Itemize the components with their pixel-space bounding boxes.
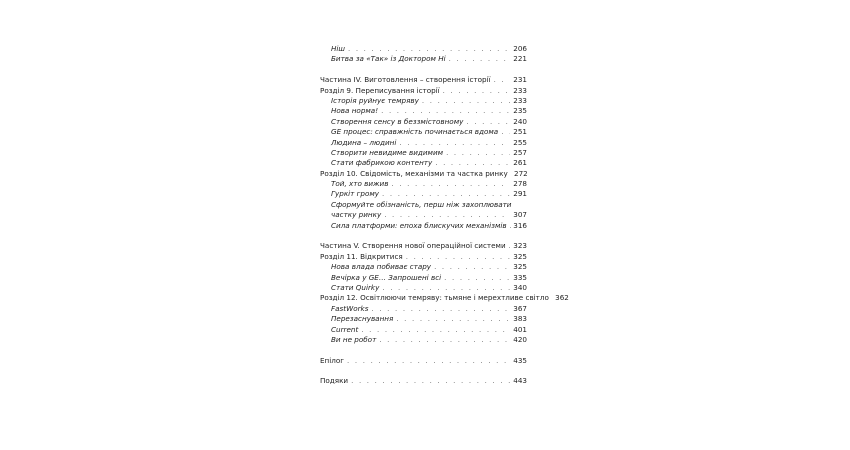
dot-leader <box>348 44 510 54</box>
dot-leader <box>443 86 510 96</box>
toc-entry <box>320 356 527 366</box>
toc-entry <box>320 75 527 85</box>
dot-leader <box>509 241 510 251</box>
dot-leader <box>379 335 510 345</box>
toc-page-number: 420 <box>513 334 527 344</box>
toc-entry <box>320 96 527 106</box>
dot-leader <box>434 262 510 272</box>
toc-entry <box>320 304 527 314</box>
dot-leader <box>382 189 510 199</box>
toc-entry-title: Вечірка у GE… Запрошені всі <box>331 272 442 282</box>
toc-entry <box>320 106 527 116</box>
toc-page-number: 272 <box>514 168 528 178</box>
toc-entry <box>320 335 527 345</box>
dot-leader <box>351 376 510 386</box>
toc-entry <box>320 241 527 251</box>
toc-page-number: 278 <box>513 179 527 189</box>
toc-page-number: 367 <box>513 303 527 313</box>
toc-entry <box>320 377 527 387</box>
toc-entry-title: Створення сенсу в беззмістовному <box>331 116 464 126</box>
toc-entry-title: Гуркіт грому <box>331 189 380 199</box>
toc-entry <box>320 54 527 64</box>
toc-page-number: 240 <box>513 116 527 126</box>
toc-entry <box>320 200 527 210</box>
toc-entry-title: FastWorks <box>331 303 369 313</box>
toc-entry-title: Людина – людині <box>331 137 397 147</box>
toc-entry-title: Сила платформи: епоха блискучих механізмів <box>331 220 507 230</box>
toc-entry-title: Стати Quirky <box>331 282 380 292</box>
toc-page-number: 233 <box>513 95 527 105</box>
toc-page-number: 221 <box>513 54 527 64</box>
dot-leader <box>466 117 510 127</box>
toc-entry-title: Епілог <box>320 355 345 365</box>
toc-entry <box>320 252 527 262</box>
toc-entry-title: Створити невидиме видимим <box>331 147 444 157</box>
toc-entry <box>320 169 527 179</box>
toc-page-number: 362 <box>555 293 569 303</box>
toc-page-number: 316 <box>513 220 527 230</box>
dot-leader <box>384 210 510 220</box>
dot-leader <box>501 127 510 137</box>
toc-entry <box>320 127 527 137</box>
toc-entry <box>320 138 527 148</box>
toc-page-number: 307 <box>513 210 527 220</box>
toc-entry-title: Перезаснування <box>331 314 394 324</box>
toc-page-number: 206 <box>513 43 527 53</box>
toc-entry-title: Нова норма! <box>331 106 379 116</box>
toc-entry-title: Битва за «Так» із Доктором Ні <box>331 54 446 64</box>
dot-leader <box>371 304 510 314</box>
dot-leader <box>391 179 510 189</box>
toc-entry <box>320 210 527 220</box>
toc-entry-title: Ви не робот <box>331 334 377 344</box>
dot-leader <box>422 96 510 106</box>
toc-entry <box>320 44 527 54</box>
toc-entry <box>320 325 527 335</box>
dot-leader <box>347 356 510 366</box>
toc-entry <box>320 117 527 127</box>
toc-entry-title: Подяки <box>320 376 349 386</box>
toc-entry <box>320 189 527 199</box>
toc-page-number: 255 <box>513 137 527 147</box>
dot-leader <box>381 106 510 116</box>
toc-entry <box>320 283 527 293</box>
toc-entry <box>320 262 527 272</box>
dot-leader <box>406 252 510 262</box>
toc-entry <box>320 148 527 158</box>
toc-entry-title: Розділ 12. Освітлюючи темряву: тьмяне і мерехтливе світло <box>320 293 549 303</box>
toc-page-number: 335 <box>513 272 527 282</box>
toc-entry-title: Current <box>331 324 359 334</box>
toc-page-number: 325 <box>513 262 527 272</box>
toc-page-number: 401 <box>513 324 527 334</box>
toc-page-number: 325 <box>513 251 527 261</box>
toc-entry-title: Розділ 11. Відкритися <box>320 251 403 261</box>
dot-leader <box>396 314 510 324</box>
dot-leader <box>435 158 510 168</box>
toc-entry-title: частку ринку <box>331 210 382 220</box>
toc-entry-title: GE процес: справжність починається вдома <box>331 127 499 137</box>
toc-entry <box>320 293 569 303</box>
toc-entry-title: Той, хто вижив <box>331 179 389 189</box>
dot-leader <box>444 273 510 283</box>
toc-entry-title: Ніш <box>331 43 345 53</box>
dot-leader <box>361 325 510 335</box>
dot-leader <box>449 54 510 64</box>
toc-page-number: 233 <box>513 85 527 95</box>
toc-page-number: 443 <box>513 376 527 386</box>
toc-entry <box>320 314 527 324</box>
toc-page-number: 235 <box>513 106 527 116</box>
toc-entry-title: Розділ 9. Переписування історії <box>320 85 440 95</box>
toc-entry-title: Сформуйте обізнаність, перш ніж захоплювати <box>331 199 512 209</box>
toc-page-number: 251 <box>513 127 527 137</box>
toc-page-number: 340 <box>513 282 527 292</box>
dot-leader <box>382 283 510 293</box>
dot-leader <box>399 138 510 148</box>
toc-page-number: 261 <box>513 158 527 168</box>
toc-page-number: 323 <box>513 241 527 251</box>
toc-page-number: 231 <box>513 75 527 85</box>
toc-page-number: 383 <box>513 314 527 324</box>
toc-entry-title: Частина IV. Виготовлення – створення історії <box>320 75 491 85</box>
toc-entry <box>320 221 527 231</box>
toc-entry-title: Частина V. Створення нової операційної системи <box>320 241 506 251</box>
toc-page-number: 291 <box>513 189 527 199</box>
toc-entry <box>320 158 527 168</box>
toc-entry <box>320 86 527 96</box>
toc-entry-title: Розділ 10. Свідомість, механізми та частка ринку <box>320 168 508 178</box>
toc-entry-title: Історія руйнує темряву <box>331 95 419 105</box>
table-of-contents <box>320 43 569 387</box>
toc-entry-title: Нова влада побиває стару <box>331 262 432 272</box>
toc-entry-title: Стати фабрикою контенту <box>331 158 433 168</box>
toc-entry <box>320 273 527 283</box>
dot-leader <box>494 75 510 85</box>
dot-leader <box>446 148 510 158</box>
toc-entry <box>320 179 527 189</box>
toc-page-number: 257 <box>513 147 527 157</box>
toc-page-number: 435 <box>513 355 527 365</box>
